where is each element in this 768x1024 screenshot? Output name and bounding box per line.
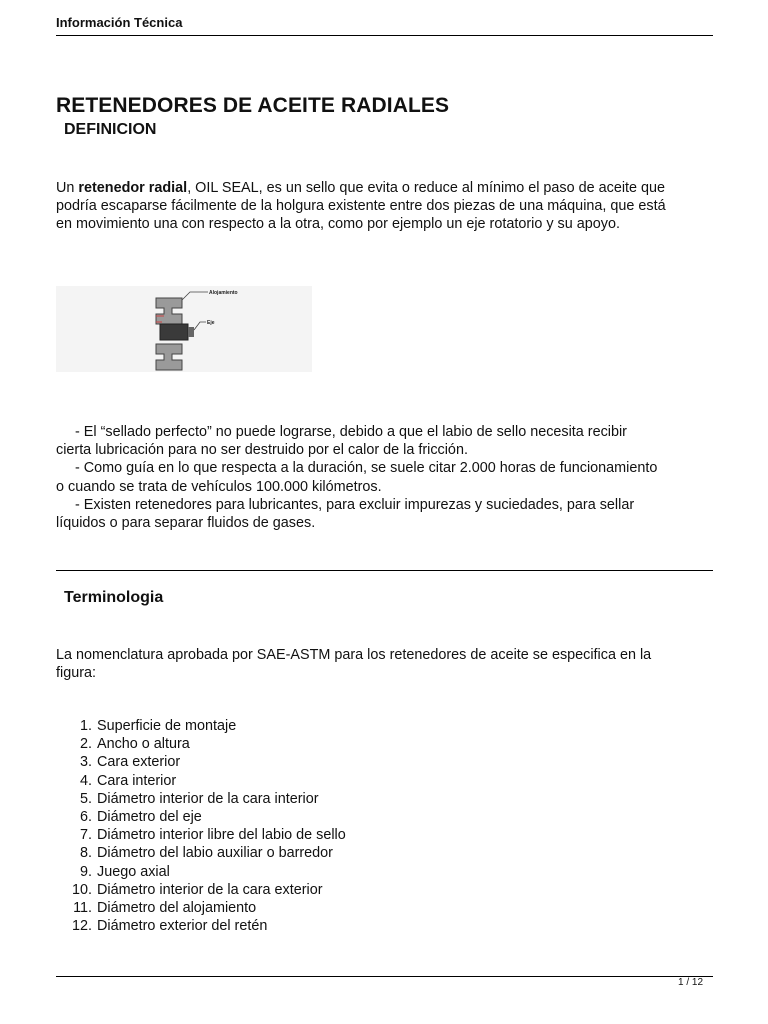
list-item <box>56 772 346 790</box>
list-item-number: 7. <box>79 827 92 844</box>
list-item <box>56 808 346 826</box>
terminology-heading: Terminologia <box>64 589 164 606</box>
terminology-list <box>56 717 346 935</box>
list-item-number: 8. <box>79 845 92 862</box>
terminology-intro <box>56 646 716 682</box>
list-item <box>56 917 346 935</box>
list-item <box>56 899 346 917</box>
bullet-list <box>56 423 716 532</box>
section-divider <box>56 570 713 571</box>
list-item-number: 12. <box>71 918 92 935</box>
list-item-text: Diámetro exterior del retén <box>97 918 268 935</box>
header-title: Información Técnica <box>56 15 183 30</box>
list-item-number: 10. <box>71 881 92 898</box>
list-item-text: Superficie de montaje <box>97 718 237 734</box>
intro-line2: podría escaparse fácilmente de la holgura existente entre dos piezas de una máquina, que está <box>56 198 666 215</box>
bullet-1-line2: cierta lubricación para no ser destruido por el calor de la fricción. <box>56 442 468 459</box>
footer-divider <box>56 976 713 977</box>
list-item <box>56 753 346 771</box>
list-item <box>56 826 346 844</box>
section-subtitle: DEFINICION <box>64 121 157 138</box>
list-item <box>56 790 346 808</box>
terminology-intro-line2: figura: <box>56 665 96 682</box>
label-housing: Alojamiento <box>209 290 238 296</box>
intro-line3: en movimiento una con respecto a la otra, como por ejemplo un eje rotatorio y su apoyo. <box>56 216 620 233</box>
intro-prefix: Un <box>56 180 79 196</box>
list-item-number: 11. <box>73 900 92 917</box>
list-item-number: 3. <box>79 754 92 771</box>
list-item-text: Diámetro interior de la cara exterior <box>97 881 323 898</box>
list-item <box>56 717 346 735</box>
list-item-number: 9. <box>79 863 92 880</box>
intro-paragraph <box>56 179 716 234</box>
list-item <box>56 881 346 899</box>
label-shaft: Eje <box>207 320 215 326</box>
intro-bold-term: retenedor radial <box>78 180 188 196</box>
bullet-3-line1: - Existen retenedores para lubricantes, para excluir impurezas y suciedades, para sellar <box>75 496 635 513</box>
list-item-number: 5. <box>79 790 92 807</box>
list-item-text: Ancho o altura <box>97 736 190 753</box>
bullet-2-line2: o cuando se trata de vehículos 100.000 kilómetros. <box>56 478 382 495</box>
bullet-3-line2: líquidos o para separar fluidos de gases. <box>56 515 316 532</box>
list-item-text: Cara interior <box>97 772 177 789</box>
list-item-text: Diámetro interior libre del labio de sello <box>97 827 346 844</box>
bullet-2-line1: - Como guía en lo que respecta a la duración, se suele citar 2.000 horas de funcionamiento <box>75 460 658 477</box>
seal-diagram <box>56 286 312 372</box>
list-item-text: Diámetro del eje <box>97 809 202 826</box>
terminology-intro-line1: La nomenclatura aprobada por SAE-ASTM para los retenedores de aceite se especifica en la <box>56 647 652 663</box>
list-item-text: Diámetro del labio auxiliar o barredor <box>97 845 333 862</box>
list-item <box>56 863 346 881</box>
list-item <box>56 844 346 862</box>
list-item <box>56 735 346 753</box>
list-item-number: 1. <box>79 718 92 734</box>
list-item-number: 6. <box>79 809 92 826</box>
bullet-1-line1: - El “sellado perfecto” no puede lograrse, debido a que el labio de sello necesita recibir <box>75 424 627 440</box>
page-number: 1 / 12 <box>678 977 704 988</box>
intro-line1: , OIL SEAL, es un sello que evita o reduce al mínimo el paso de aceite que <box>187 180 666 196</box>
header-divider <box>56 35 713 36</box>
list-item-number: 2. <box>79 736 92 753</box>
page-title: RETENEDORES DE ACEITE RADIALES <box>56 94 450 117</box>
list-item-text: Cara exterior <box>97 754 181 771</box>
list-item-text: Diámetro interior de la cara interior <box>97 790 319 807</box>
list-item-text: Juego axial <box>97 863 170 880</box>
list-item-text: Diámetro del alojamiento <box>97 900 257 917</box>
list-item-number: 4. <box>79 772 92 789</box>
